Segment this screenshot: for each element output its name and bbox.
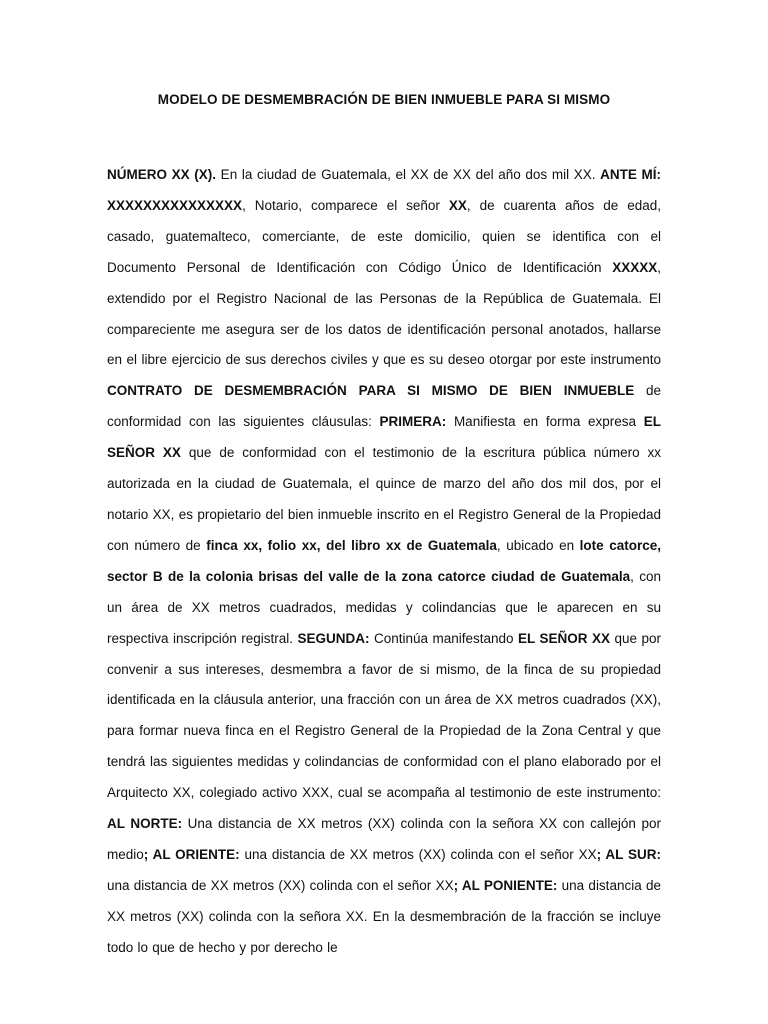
text-run: , ubicado en [496, 537, 580, 553]
text-run: , con un área de XX metros cuadrados, medidas y colindancias que le aparecen en su respectiva inscripción registral. [107, 568, 661, 646]
text-run: AL NORTE: [107, 816, 183, 832]
text-run: EL SEÑOR XX [107, 414, 661, 461]
text-run: SEGUNDA: [297, 630, 370, 646]
text-run: Manifiesta en forma expresa [446, 414, 644, 430]
text-run: ; AL ORIENTE: [143, 846, 240, 862]
text-run: de conformidad con las siguientes cláusulas: [107, 383, 661, 430]
text-run: XXXXX [612, 259, 658, 275]
document-title: MODELO DE DESMEMBRACIÓN DE BIEN INMUEBLE PARA SI MISMO [157, 92, 611, 107]
text-run: , Notario, comparece el señor [242, 197, 449, 213]
text-run: que por convenir a sus intereses, desmembra a favor de si mismo, de la finca de su propiedad identificada en la cláusula anterior, una fracción con un área de XX metros cuadrados (XX), para formar nueva finca en el Registro General de la Propiedad de la Zona Central y que tendrá las siguientes medidas y colindancias de conformidad con el plano elaborado por el Arquitecto XX, colegiado activo XXX, cual se acompaña al testimonio de este instrumento: [107, 630, 661, 801]
text-run: finca xx, folio xx, del libro xx de Guatemala [206, 537, 497, 553]
text-run: Continúa manifestando [369, 630, 519, 646]
text-run: una distancia de XX metros (XX) colinda con el señor XX [107, 877, 454, 893]
text-run: PRIMERA: [379, 414, 447, 430]
text-run: En la ciudad de Guatemala, el XX de XX del año dos mil XX. [216, 167, 601, 182]
text-run: una distancia de XX metros (XX) colinda con la señora XX. En la desmembración de la fracción se incluye todo lo que de hecho y por derecho le [107, 877, 661, 955]
text-run: ; AL SUR: [596, 846, 661, 862]
text-run: , extendido por el Registro Nacional de las Personas de la República de Guatemala. El compareciente me asegura ser de los datos de identificación personal anotados, hallarse en el libre ejercicio de sus derechos civiles y que es su deseo otorgar por este instrumento [107, 259, 661, 368]
text-run: una distancia de XX metros (XX) colinda con el señor XX [239, 846, 597, 862]
text-run: que de conformidad con el testimonio de la escritura pública número xx autorizada en la ciudad de Guatemala, el quince de marzo del año dos mil dos, por el notario XX, es propietario del bien inmueble inscrito en el Registro General de la Propiedad con número de [107, 445, 661, 553]
text-run: ; AL PONIENTE: [453, 877, 558, 893]
text-run: Una distancia de XX metros (XX) colinda con la señora XX con callejón por medio [107, 816, 661, 862]
text-run: NÚMERO XX (X). [107, 167, 217, 182]
text-run: lote catorce, sector B de la colonia brisas del valle de la zona catorce ciudad de Guatemala [107, 537, 662, 584]
text-run: EL SEÑOR XX [518, 630, 611, 646]
text-run: , de cuarenta años de edad, casado, guatemalteco, comerciante, de este domicilio, quien se identifica con el Documento Personal de Identificación con Código Único de Identificación [107, 197, 661, 275]
text-run: XX [448, 197, 467, 213]
text-run: CONTRATO DE DESMEMBRACIÓN PARA SI MISMO DE BIEN INMUEBLE [107, 383, 635, 399]
document-body [107, 160, 661, 964]
text-run: ANTE MÍ: XXXXXXXXXXXXXXX [107, 167, 661, 213]
